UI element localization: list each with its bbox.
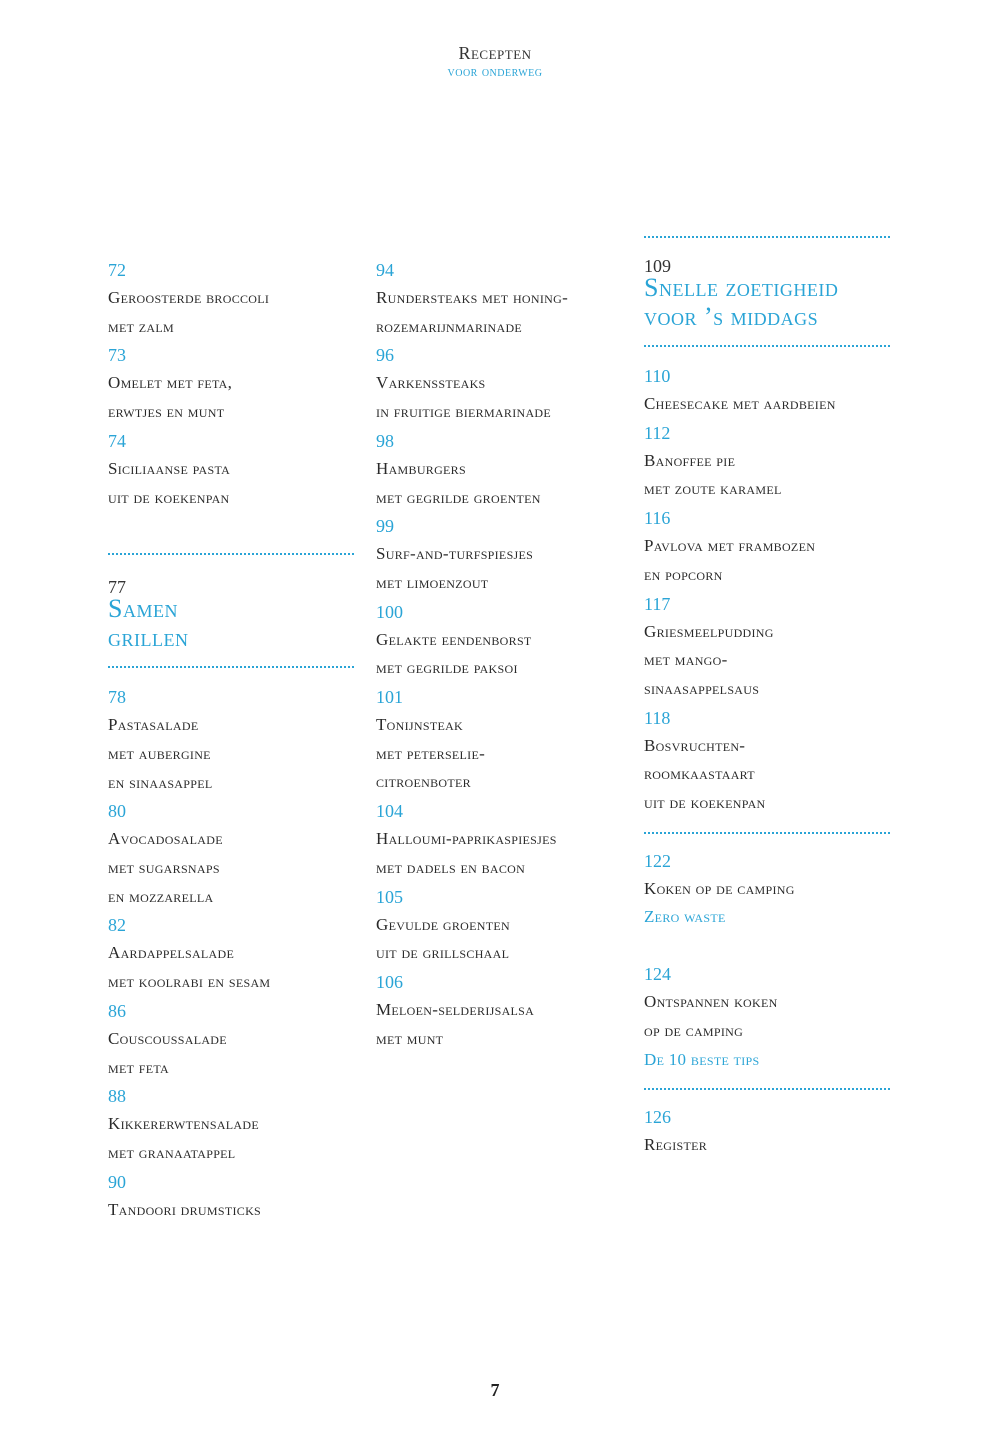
entry-title: met limoenzout bbox=[376, 572, 489, 592]
entry-page-number: 86 bbox=[108, 1000, 126, 1021]
entry-page-number: 124 bbox=[644, 964, 671, 985]
entry-title: uit de koekenpan bbox=[644, 793, 766, 813]
entry-title: erwtjes en munt bbox=[108, 402, 225, 422]
entry-title: met peterselie- bbox=[376, 743, 486, 763]
entry-page-number: 118 bbox=[644, 707, 671, 728]
toc-entry[interactable] bbox=[644, 1103, 890, 1160]
entry-title: Gelakte eendenborst bbox=[376, 629, 532, 649]
entry-subtitle: Zero waste bbox=[644, 907, 726, 927]
entry-title: uit de koekenpan bbox=[108, 487, 230, 507]
entry-title: Couscoussalade bbox=[108, 1028, 227, 1048]
entry-title: Surf-and-turfspiesjes bbox=[376, 544, 534, 564]
toc-entry[interactable] bbox=[376, 683, 626, 797]
entry-title: Gevulde groenten bbox=[376, 914, 510, 934]
entry-title: met feta bbox=[108, 1057, 170, 1077]
entry-page-number: 82 bbox=[108, 915, 126, 936]
dotted-divider bbox=[108, 666, 354, 668]
entry-title: en mozzarella bbox=[108, 886, 214, 906]
toc-entry[interactable] bbox=[376, 256, 626, 341]
entry-title: Omelet met feta, bbox=[108, 373, 233, 393]
dotted-divider bbox=[108, 553, 354, 555]
entry-title: met zoute karamel bbox=[644, 479, 782, 499]
entry-page-number: 99 bbox=[376, 516, 394, 537]
entry-page-number: 90 bbox=[108, 1171, 126, 1192]
entry-page-number: 100 bbox=[376, 601, 403, 622]
entry-title: roomkaastaart bbox=[644, 764, 755, 784]
entry-title: in fruitige biermarinade bbox=[376, 402, 552, 422]
section-page-number: 77 bbox=[108, 577, 126, 598]
toc-entry[interactable] bbox=[644, 960, 890, 1074]
page-header bbox=[0, 42, 990, 82]
entry-page-number: 126 bbox=[644, 1107, 671, 1128]
entry-title: Bosvruchten- bbox=[644, 735, 746, 755]
section-title: Snelle zoetigheid bbox=[644, 273, 839, 302]
dotted-divider bbox=[644, 236, 890, 238]
toc-entry[interactable] bbox=[108, 427, 354, 512]
entry-title: en popcorn bbox=[644, 564, 723, 584]
entry-title: met zalm bbox=[108, 316, 174, 336]
toc-entry[interactable] bbox=[376, 341, 626, 426]
entry-title: Koken op de camping bbox=[644, 878, 795, 898]
entry-title: Varkenssteaks bbox=[376, 373, 486, 393]
entry-title: rozemarijnmarinade bbox=[376, 316, 523, 336]
entry-page-number: 106 bbox=[376, 971, 403, 992]
toc-entry[interactable] bbox=[376, 512, 626, 597]
toc-column-3 bbox=[644, 236, 890, 1160]
toc-entry[interactable] bbox=[644, 590, 890, 704]
entry-title: Geroosterde broccoli bbox=[108, 288, 270, 307]
entry-page-number: 112 bbox=[644, 422, 671, 443]
entry-title: Avocadosalade bbox=[108, 829, 223, 849]
toc-entry[interactable] bbox=[108, 256, 354, 341]
entry-page-number: 104 bbox=[376, 801, 403, 822]
entry-title: Pastasalade bbox=[108, 715, 199, 735]
entry-title: Cheesecake met aardbeien bbox=[644, 394, 836, 413]
header-title: Recepten bbox=[458, 43, 532, 63]
entry-title: met munt bbox=[376, 1028, 444, 1048]
entry-page-number: 116 bbox=[644, 508, 671, 529]
entry-page-number: 117 bbox=[644, 593, 671, 614]
toc-section[interactable] bbox=[108, 573, 354, 652]
entry-title: met gegrilde groenten bbox=[376, 487, 541, 507]
entry-page-number: 80 bbox=[108, 801, 126, 822]
toc-column-1 bbox=[108, 256, 354, 1224]
toc-entry[interactable] bbox=[376, 883, 626, 968]
toc-entry[interactable] bbox=[644, 362, 890, 419]
entry-title: Tonijnsteak bbox=[376, 715, 464, 735]
entry-subtitle: De 10 beste tips bbox=[644, 1049, 760, 1069]
entry-title: met mango- bbox=[644, 650, 728, 670]
entry-page-number: 78 bbox=[108, 687, 126, 708]
entry-title: Meloen-selderijsalsa bbox=[376, 999, 535, 1019]
toc-entry[interactable] bbox=[644, 504, 890, 589]
entry-page-number: 98 bbox=[376, 430, 394, 451]
toc-entry[interactable] bbox=[108, 797, 354, 911]
dotted-divider bbox=[644, 832, 890, 834]
entry-page-number: 74 bbox=[108, 430, 126, 451]
entry-page-number: 96 bbox=[376, 345, 394, 366]
toc-entry[interactable] bbox=[108, 683, 354, 797]
toc-entry[interactable] bbox=[376, 427, 626, 512]
entry-title: Ontspannen koken bbox=[644, 992, 778, 1012]
section-page-number: 109 bbox=[644, 256, 671, 276]
entry-title: met granaatappel bbox=[108, 1142, 236, 1162]
toc-entry[interactable] bbox=[108, 997, 354, 1082]
entry-title: Register bbox=[644, 1135, 708, 1155]
entry-title: met koolrabi en sesam bbox=[108, 972, 271, 992]
entry-title: Griesmeelpudding bbox=[644, 621, 774, 641]
entry-title: Pavlova met frambozen bbox=[644, 536, 816, 556]
entry-title: citroenboter bbox=[376, 772, 471, 792]
entry-title: Rundersteaks met honing- bbox=[376, 288, 569, 307]
toc-entry[interactable] bbox=[376, 598, 626, 683]
page-number: 7 bbox=[490, 1380, 500, 1400]
toc-entry[interactable] bbox=[644, 419, 890, 504]
section-title: grillen bbox=[108, 622, 189, 652]
entry-page-number: 88 bbox=[108, 1086, 126, 1107]
entry-title: Halloumi-paprikaspiesjes bbox=[376, 829, 557, 849]
entry-page-number: 101 bbox=[376, 687, 403, 708]
entry-title: en sinaasappel bbox=[108, 772, 213, 792]
entry-title: sinaasappelsaus bbox=[644, 678, 760, 698]
toc-entry[interactable] bbox=[644, 847, 890, 932]
header-subtitle: voor onderweg bbox=[447, 65, 543, 80]
entry-title: op de camping bbox=[644, 1020, 744, 1040]
toc-entry[interactable] bbox=[376, 797, 626, 882]
dotted-divider bbox=[644, 345, 890, 347]
entry-title: Siciliaanse pasta bbox=[108, 458, 231, 478]
entry-title: Aardappelsalade bbox=[108, 943, 235, 963]
section-title: voor ’s middags bbox=[644, 301, 819, 331]
entry-title: Kikkererwtensalade bbox=[108, 1114, 259, 1134]
toc-entry[interactable] bbox=[376, 968, 626, 1053]
section-title: Samen bbox=[108, 594, 178, 624]
entry-title: met gegrilde paksoi bbox=[376, 658, 518, 678]
entry-page-number: 122 bbox=[644, 850, 671, 871]
entry-title: Tandoori drumsticks bbox=[108, 1199, 262, 1219]
entry-title: Banoffee pie bbox=[644, 450, 736, 470]
entry-title: uit de grillschaal bbox=[376, 943, 510, 963]
toc-entry[interactable] bbox=[108, 341, 354, 426]
toc-column-2 bbox=[376, 256, 626, 1053]
toc-entry[interactable] bbox=[108, 1082, 354, 1167]
entry-title: met aubergine bbox=[108, 743, 211, 763]
entry-page-number: 94 bbox=[376, 260, 394, 280]
entry-page-number: 73 bbox=[108, 345, 126, 366]
toc-section[interactable] bbox=[644, 252, 890, 331]
entry-title: met dadels en bacon bbox=[376, 857, 526, 877]
entry-page-number: 72 bbox=[108, 260, 126, 280]
dotted-divider bbox=[644, 1088, 890, 1090]
toc-entry[interactable] bbox=[644, 704, 890, 818]
entry-page-number: 110 bbox=[644, 366, 671, 386]
toc-entry[interactable] bbox=[108, 911, 354, 996]
entry-title: Hamburgers bbox=[376, 458, 466, 478]
toc-entry[interactable] bbox=[108, 1168, 354, 1225]
entry-page-number: 105 bbox=[376, 886, 403, 907]
entry-title: met sugarsnaps bbox=[108, 858, 220, 878]
